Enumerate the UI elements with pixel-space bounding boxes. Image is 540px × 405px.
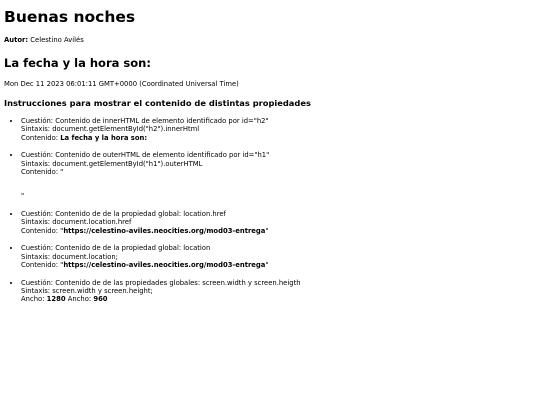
embedded-h1-placeholder	[21, 176, 534, 192]
width-label: Ancho:	[21, 295, 45, 304]
height-label: Ancho:	[67, 295, 92, 304]
item-content-value: La fecha y la hora son:	[60, 133, 148, 142]
list-item	[21, 151, 534, 200]
list-item	[21, 279, 534, 304]
item-syntax: Sintaxis: document.location.href	[21, 218, 132, 227]
item-syntax: Sintaxis: screen.width y screen.height;	[21, 287, 153, 296]
item-question: • Cuestión: Contenido de de la propiedad global: location	[21, 244, 211, 253]
item-content: Contenido: "	[21, 167, 64, 176]
author-line	[4, 36, 534, 45]
item-content-value: https://celestino-aviles.neocities.org/mod03-entrega	[63, 226, 266, 235]
item-question: • Cuestión: Contenido de outerHTML de elemento identificado por id="h1"	[21, 151, 270, 160]
item-content-close: "	[21, 192, 25, 201]
list-item	[21, 244, 534, 269]
instructions-list	[4, 117, 534, 304]
item-syntax: Sintaxis: document.location;	[21, 252, 118, 261]
item-content	[21, 134, 534, 142]
item-question: • Cuestión: Contenido de innerHTML de elemento identificado por id="h2"	[21, 117, 269, 125]
item-syntax: Sintaxis: document.getElementById("h2").innerHtml	[21, 125, 200, 134]
item-content-value: https://celestino-aviles.neocities.org/mod03-entrega	[63, 261, 266, 270]
author-label: Autor:	[4, 36, 29, 44]
item-content	[21, 295, 534, 303]
item-content-label: Contenido: "	[21, 226, 64, 235]
list-item	[21, 117, 534, 142]
item-question: • Cuestión: Contenido de de la propiedad global: location.href	[21, 210, 226, 219]
item-content	[21, 227, 534, 235]
datetime-heading: La fecha y la hora son:	[4, 56, 151, 70]
width-value: 1280	[46, 295, 66, 304]
page-title: Buenas noches	[4, 8, 136, 26]
page-content	[4, 8, 534, 313]
datetime-text: Mon Dec 11 2023 06:01:11 GMT+0000 (Coordinated Universal Time)	[4, 80, 239, 88]
item-question: • Cuestión: Contenido de de las propiedades globales: screen.width y screen.heigth	[21, 278, 301, 287]
list-item	[21, 210, 534, 235]
item-content	[21, 261, 534, 269]
item-content-label: Contenido: "	[21, 261, 64, 270]
item-syntax: Sintaxis: document.getElementById("h1").outerHTML	[21, 159, 203, 168]
height-value: 960	[93, 295, 108, 304]
item-content-close: "	[265, 261, 269, 270]
item-content-close: "	[265, 226, 269, 235]
instructions-heading: Instrucciones para mostrar el contenido de distintas propiedades	[4, 98, 311, 108]
author-name: Celestino Avilés	[30, 36, 84, 44]
item-content-label: Contenido:	[21, 133, 59, 142]
